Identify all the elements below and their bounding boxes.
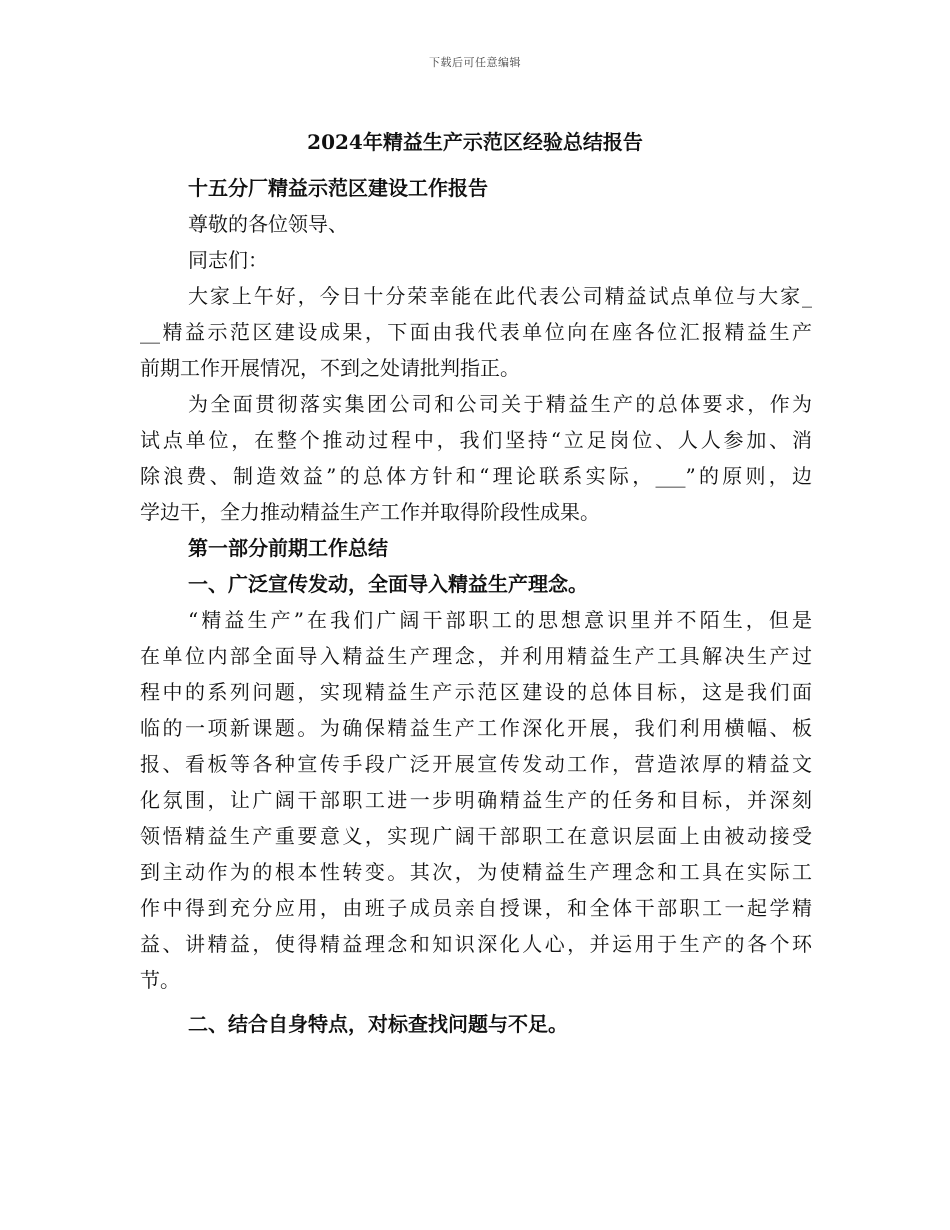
body-text-line: 同志们： (188, 248, 268, 272)
section-heading-line: 十五分厂精益示范区建设工作报告 (188, 176, 488, 200)
body-text-line: 领悟精益生产重要意义，实现广阔干部职工在意识层面上由被动接受 (140, 824, 812, 848)
body-text-line: 为全面贯彻落实集团公司和公司关于精益生产的总体要求，作为 (188, 392, 812, 416)
section-heading-line: 二、结合自身特点，对标查找问题与不足。 (188, 1012, 568, 1036)
document-title: 2024年精益生产示范区经验总结报告 (307, 130, 643, 154)
body-text-line: “精益生产”在我们广阔干部职工的思想意识里并不陌生，但是 (188, 608, 812, 632)
document-body (140, 170, 812, 1042)
body-text-line: 程中的系列问题，实现精益生产示范区建设的总体目标，这是我们面 (140, 680, 812, 704)
body-text-line: 大家上午好，今日十分荣幸能在此代表公司精益试点单位与大家_ (188, 284, 812, 308)
body-text-line: 除浪费、制造效益”的总体方针和“理论联系实际，___”的原则，边 (140, 464, 812, 488)
body-text-line: 益、讲精益，使得精益理念和知识深化人心，并运用于生产的各个环 (140, 932, 812, 956)
body-text-line: 报、看板等各种宣传手段广泛开展宣传发动工作，营造浓厚的精益文 (140, 752, 812, 776)
paragraph-gap (140, 998, 812, 1006)
body-text-line: 节。 (140, 968, 180, 992)
body-text-line: 临的一项新课题。为确保精益生产工作深化开展，我们利用横幅、板 (140, 716, 812, 740)
body-text-line: 尊敬的各位领导、 (188, 212, 348, 236)
body-text-line: 化氛围，让广阔干部职工进一步明确精益生产的任务和目标，并深刻 (140, 788, 812, 812)
body-text-line: __精益示范区建设成果，下面由我代表单位向在座各位汇报精益生产 (140, 320, 812, 344)
header-note: 下载后可任意编辑 (429, 56, 521, 69)
section-heading-line: 一、广泛宣传发动，全面导入精益生产理念。 (188, 572, 588, 596)
body-text-line: 学边干，全力推动精益生产工作并取得阶段性成果。 (140, 500, 600, 524)
body-text-line: 到主动作为的根本性转变。其次，为使精益生产理念和工具在实际工 (140, 860, 812, 884)
body-text-line: 前期工作开展情况，不到之处请批判指正。 (140, 356, 520, 380)
body-text-line: 试点单位，在整个推动过程中，我们坚持“立足岗位、人人参加、消 (140, 428, 812, 452)
body-text-line: 作中得到充分应用，由班子成员亲自授课，和全体干部职工一起学精 (140, 896, 812, 920)
section-heading-line: 第一部分前期工作总结 (188, 536, 388, 560)
body-text-line: 在单位内部全面导入精益生产理念，并利用精益生产工具解决生产过 (140, 644, 812, 668)
